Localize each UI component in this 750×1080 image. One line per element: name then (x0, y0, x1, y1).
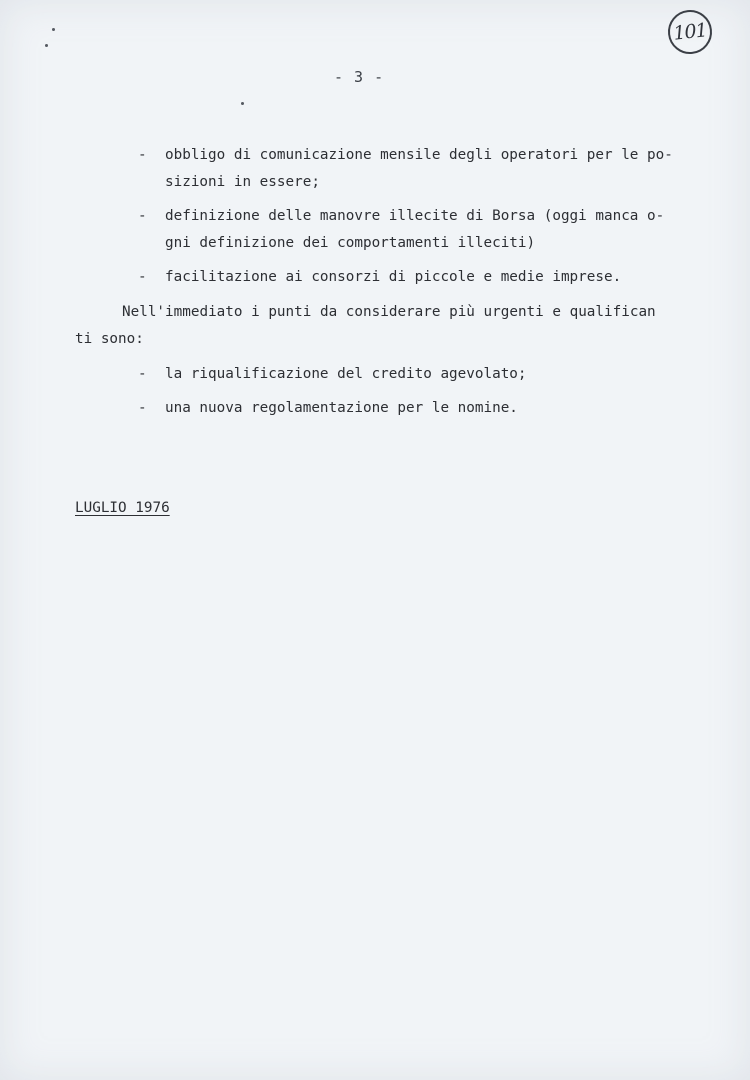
bullet-dash: - (138, 400, 147, 416)
document-date: LUGLIO 1976 (75, 500, 170, 516)
speck-mark (45, 44, 48, 47)
bullet-text-line: gni definizione dei comportamenti illeciti) (165, 235, 536, 251)
page-number: - 3 - (334, 68, 385, 86)
bullet-dash: - (138, 147, 147, 163)
bullet-dash: - (138, 269, 147, 285)
bullet-dash: - (138, 366, 147, 382)
bullet-text-line: definizione delle manovre illecite di Borsa (oggi manca o- (165, 208, 665, 224)
bullet-dash: - (138, 208, 147, 224)
paragraph-line: ti sono: (75, 331, 144, 347)
bullet-text-line: la riqualificazione del credito agevolato; (165, 366, 527, 382)
bullet-text-line: una nuova regolamentazione per le nomine. (165, 400, 518, 416)
speck-mark (52, 28, 55, 31)
bullet-text-line: facilitazione ai consorzi di piccole e medie imprese. (165, 269, 622, 285)
bullet-text-line: sizioni in essere; (165, 174, 320, 190)
archive-page-stamp: 101 (666, 8, 714, 56)
speck-mark (241, 102, 244, 105)
bullet-text-line: obbligo di comunicazione mensile degli operatori per le po- (165, 147, 673, 163)
paragraph-line: Nell'immediato i punti da considerare più urgenti e qualifican (122, 304, 656, 320)
